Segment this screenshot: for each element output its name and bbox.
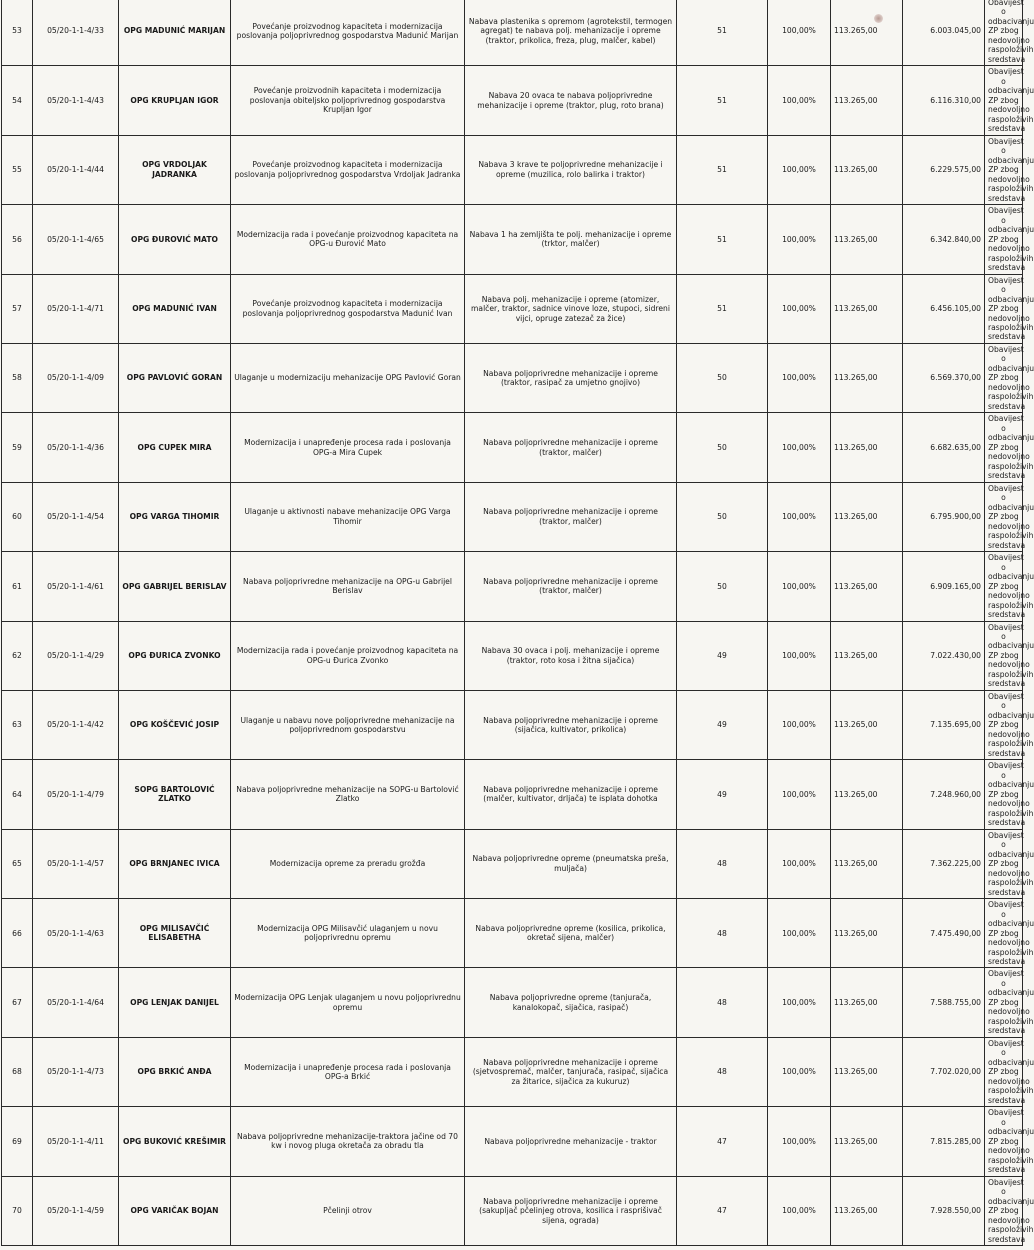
table-row xyxy=(2,690,1023,759)
requested-amount: 113.265,00 xyxy=(831,1176,903,1245)
table-row xyxy=(2,760,1023,829)
score: 48 xyxy=(677,1037,768,1106)
cumulative-amount: 7.248.960,00 xyxy=(903,760,985,829)
table-row xyxy=(2,205,1023,274)
row-number: 53 xyxy=(2,0,33,66)
investment-subject: Nabava poljoprivredne mehanizacije i opreme (traktor, rasipač za umjetno gnojivo) xyxy=(465,343,677,412)
row-number: 58 xyxy=(2,343,33,412)
investment-subject: Nabava poljoprivredne opreme (pneumatska preša, muljača) xyxy=(465,829,677,898)
row-number: 57 xyxy=(2,274,33,343)
project-name: Nabava poljoprivredne mehanizacije-traktora jačine od 70 kw i novog pluga okretača za obradu tla xyxy=(231,1107,465,1176)
application-code: 05/20-1-1-4/63 xyxy=(33,899,119,968)
requested-amount: 113.265,00 xyxy=(831,343,903,412)
table-row xyxy=(2,413,1023,482)
application-code: 05/20-1-1-4/73 xyxy=(33,1037,119,1106)
application-code: 05/20-1-1-4/44 xyxy=(33,135,119,204)
project-name: Ulaganje u nabavu nove poljoprivredne mehanizacije na poljoprivrednom gospodarstvu xyxy=(231,690,465,759)
requested-amount: 113.265,00 xyxy=(831,1037,903,1106)
score: 48 xyxy=(677,899,768,968)
scan-mark xyxy=(874,14,883,23)
score: 47 xyxy=(677,1107,768,1176)
requested-amount: 113.265,00 xyxy=(831,621,903,690)
table-row xyxy=(2,0,1023,66)
applicant-name: OPG PAVLOVIĆ GORAN xyxy=(119,343,231,412)
project-name: Modernizacija opreme za preradu grožđa xyxy=(231,829,465,898)
applicant-name: OPG ĐUROVIĆ MATO xyxy=(119,205,231,274)
investment-subject: Nabava 1 ha zemljišta te polj. mehanizacije i opreme (trktor, malčer) xyxy=(465,205,677,274)
score: 50 xyxy=(677,343,768,412)
project-name: Nabava poljoprivredne mehanizacije na OPG-u Gabrijel Berislav xyxy=(231,552,465,621)
table-row xyxy=(2,829,1023,898)
row-number: 66 xyxy=(2,899,33,968)
row-number: 61 xyxy=(2,552,33,621)
row-number: 67 xyxy=(2,968,33,1037)
investment-subject: Nabava poljoprivredne mehanizacije i opreme (traktor, malčer) xyxy=(465,413,677,482)
score: 50 xyxy=(677,413,768,482)
decision-note: Obavijest o odbacivanju ZP zbog nedovoljno raspoloživih sredstava xyxy=(985,0,1023,66)
table-row xyxy=(2,552,1023,621)
cumulative-amount: 6.229.575,00 xyxy=(903,135,985,204)
funding-percentage: 100,00% xyxy=(768,968,831,1037)
funding-percentage: 100,00% xyxy=(768,552,831,621)
applicant-name: OPG VARIČAK BOJAN xyxy=(119,1176,231,1245)
score: 51 xyxy=(677,135,768,204)
requested-amount: 113.265,00 xyxy=(831,829,903,898)
application-code: 05/20-1-1-4/57 xyxy=(33,829,119,898)
project-name: Pčelinji otrov xyxy=(231,1176,465,1245)
score: 48 xyxy=(677,968,768,1037)
applicant-name: OPG MADUNIĆ MARIJAN xyxy=(119,0,231,66)
applications-table xyxy=(1,0,1034,1246)
funding-percentage: 100,00% xyxy=(768,274,831,343)
investment-subject: Nabava poljoprivredne opreme (tanjurača, kanalokopač, sijačica, rasipač) xyxy=(465,968,677,1037)
application-code: 05/20-1-1-4/54 xyxy=(33,482,119,551)
table-body xyxy=(2,0,1034,1246)
application-code: 05/20-1-1-4/42 xyxy=(33,690,119,759)
applicant-name: OPG GABRIJEL BERISLAV xyxy=(119,552,231,621)
application-code: 05/20-1-1-4/71 xyxy=(33,274,119,343)
investment-subject: Nabava poljoprivredne mehanizacije i opreme (malčer, kultivator, drljača) te isplata dohotka xyxy=(465,760,677,829)
investment-subject: Nabava poljoprivredne mehanizacije i opreme (sjetvospremač, malčer, tanjurača, rasipač, sijačica za žitarice, sijačica za kukuruz) xyxy=(465,1037,677,1106)
investment-subject: Nabava poljoprivredne mehanizacije i opreme (traktor, malčer) xyxy=(465,482,677,551)
table-row xyxy=(2,274,1023,343)
investment-subject: Nabava poljoprivredne mehanizacije i opreme (traktor, malčer) xyxy=(465,552,677,621)
applicant-name: OPG LENJAK DANIJEL xyxy=(119,968,231,1037)
application-code: 05/20-1-1-4/36 xyxy=(33,413,119,482)
investment-subject: Nabava poljoprivredne opreme (kosilica, prikolica, okretač sijena, malčer) xyxy=(465,899,677,968)
decision-note: Obavijest o odbacivanju ZP zbog nedovoljno raspoloživih sredstava xyxy=(985,135,1023,204)
project-name: Povećanje proizvodnih kapaciteta i modernizacija poslovanja obiteljsko poljoprivrednog gospodarstva Krupljan Igor xyxy=(231,66,465,135)
row-number: 69 xyxy=(2,1107,33,1176)
decision-note: Obavijest o odbacivanju ZP zbog nedovoljno raspoloživih sredstava xyxy=(985,343,1023,412)
decision-note: Obavijest o odbacivanju ZP zbog nedovoljno raspoloživih sredstava xyxy=(985,899,1023,968)
row-number: 62 xyxy=(2,621,33,690)
score: 49 xyxy=(677,760,768,829)
project-name: Nabava poljoprivredne mehanizacije na SOPG-u Bartolović Zlatko xyxy=(231,760,465,829)
decision-note: Obavijest o odbacivanju ZP zbog nedovoljno raspoloživih sredstava xyxy=(985,274,1023,343)
cumulative-amount: 6.116.310,00 xyxy=(903,66,985,135)
requested-amount: 113.265,00 xyxy=(831,413,903,482)
row-number: 59 xyxy=(2,413,33,482)
cumulative-amount: 6.569.370,00 xyxy=(903,343,985,412)
row-number: 68 xyxy=(2,1037,33,1106)
table-row xyxy=(2,482,1023,551)
application-code: 05/20-1-1-4/29 xyxy=(33,621,119,690)
table-row xyxy=(2,343,1023,412)
decision-note: Obavijest o odbacivanju ZP zbog nedovoljno raspoloživih sredstava xyxy=(985,760,1023,829)
requested-amount: 113.265,00 xyxy=(831,135,903,204)
cumulative-amount: 7.702.020,00 xyxy=(903,1037,985,1106)
requested-amount: 113.265,00 xyxy=(831,552,903,621)
decision-note: Obavijest o odbacivanju ZP zbog nedovoljno raspoloživih sredstava xyxy=(985,968,1023,1037)
investment-subject: Nabava 20 ovaca te nabava poljoprivredne mehanizacije i opreme (traktor, plug, roto brana) xyxy=(465,66,677,135)
applicant-name: OPG BRKIĆ ANĐA xyxy=(119,1037,231,1106)
application-code: 05/20-1-1-4/64 xyxy=(33,968,119,1037)
project-name: Povećanje proizvodnog kapaciteta i modernizacija poslovanja poljoprivrednog gospodarstva Vrdoljak Jadranka xyxy=(231,135,465,204)
funding-percentage: 100,00% xyxy=(768,899,831,968)
requested-amount: 113.265,00 xyxy=(831,0,903,66)
decision-note: Obavijest o odbacivanju ZP zbog nedovoljno raspoloživih sredstava xyxy=(985,690,1023,759)
investment-subject: Nabava poljoprivredne mehanizacije i opreme (sakupljač pčelinjeg otrova, kosilica i rasprišivač sijena, ograda) xyxy=(465,1176,677,1245)
funding-percentage: 100,00% xyxy=(768,1176,831,1245)
funding-percentage: 100,00% xyxy=(768,66,831,135)
application-code: 05/20-1-1-4/11 xyxy=(33,1107,119,1176)
funding-percentage: 100,00% xyxy=(768,413,831,482)
application-code: 05/20-1-1-4/79 xyxy=(33,760,119,829)
funding-percentage: 100,00% xyxy=(768,1107,831,1176)
application-code: 05/20-1-1-4/43 xyxy=(33,66,119,135)
requested-amount: 113.265,00 xyxy=(831,482,903,551)
decision-note: Obavijest o odbacivanju ZP zbog nedovoljno raspoloživih sredstava xyxy=(985,66,1023,135)
requested-amount: 113.265,00 xyxy=(831,760,903,829)
project-name: Modernizacija rada i povećanje proizvodnog kapaciteta na OPG-u Đurović Mato xyxy=(231,205,465,274)
project-name: Povećanje proizvodnog kapaciteta i modernizacija poslovanja poljoprivrednog gospodarstva Madunić Marijan xyxy=(231,0,465,66)
cumulative-amount: 6.456.105,00 xyxy=(903,274,985,343)
cumulative-amount: 7.815.285,00 xyxy=(903,1107,985,1176)
applicant-name: OPG CUPEK MIRA xyxy=(119,413,231,482)
investment-subject: Nabava 30 ovaca i polj. mehanizacije i opreme (traktor, roto kosa i žitna sijačica) xyxy=(465,621,677,690)
cumulative-amount: 6.682.635,00 xyxy=(903,413,985,482)
cumulative-amount: 6.795.900,00 xyxy=(903,482,985,551)
applicant-name: OPG KOŠČEVIĆ JOSIP xyxy=(119,690,231,759)
decision-note: Obavijest o odbacivanju ZP zbog nedovoljno raspoloživih sredstava xyxy=(985,1176,1023,1245)
score: 51 xyxy=(677,274,768,343)
investment-subject: Nabava poljoprivredne mehanizacije - traktor xyxy=(465,1107,677,1176)
applicant-name: OPG ĐURICA ZVONKO xyxy=(119,621,231,690)
table-row xyxy=(2,1107,1023,1176)
applicant-name: OPG BUKOVIĆ KREŠIMIR xyxy=(119,1107,231,1176)
score: 51 xyxy=(677,66,768,135)
cumulative-amount: 6.909.165,00 xyxy=(903,552,985,621)
investment-subject: Nabava poljoprivredne mehanizacije i opreme (sijačica, kultivator, prikolica) xyxy=(465,690,677,759)
row-number: 56 xyxy=(2,205,33,274)
row-number: 64 xyxy=(2,760,33,829)
project-name: Povećanje proizvodnog kapaciteta i modernizacija poslovanja poljoprivrednog gospodarstva Madunić Ivan xyxy=(231,274,465,343)
table-row xyxy=(2,1176,1023,1245)
cumulative-amount: 7.362.225,00 xyxy=(903,829,985,898)
row-number: 54 xyxy=(2,66,33,135)
score: 48 xyxy=(677,829,768,898)
application-code: 05/20-1-1-4/09 xyxy=(33,343,119,412)
decision-note: Obavijest o odbacivanju ZP zbog nedovoljno raspoloživih sredstava xyxy=(985,829,1023,898)
applicant-name: SOPG BARTOLOVIĆ ZLATKO xyxy=(119,760,231,829)
decision-note: Obavijest o odbacivanju ZP zbog nedovoljno raspoloživih sredstava xyxy=(985,1107,1023,1176)
application-code: 05/20-1-1-4/61 xyxy=(33,552,119,621)
score: 50 xyxy=(677,482,768,551)
decision-note: Obavijest o odbacivanju ZP zbog nedovoljno raspoloživih sredstava xyxy=(985,1037,1023,1106)
decision-note: Obavijest o odbacivanju ZP zbog nedovoljno raspoloživih sredstava xyxy=(985,205,1023,274)
cumulative-amount: 7.588.755,00 xyxy=(903,968,985,1037)
requested-amount: 113.265,00 xyxy=(831,274,903,343)
requested-amount: 113.265,00 xyxy=(831,205,903,274)
row-number: 60 xyxy=(2,482,33,551)
decision-note: Obavijest o odbacivanju ZP zbog nedovoljno raspoloživih sredstava xyxy=(985,621,1023,690)
funding-percentage: 100,00% xyxy=(768,482,831,551)
applicant-name: OPG MADUNIĆ IVAN xyxy=(119,274,231,343)
cumulative-amount: 6.003.045,00 xyxy=(903,0,985,66)
row-number: 55 xyxy=(2,135,33,204)
decision-note: Obavijest o odbacivanju ZP zbog nedovoljno raspoloživih sredstava xyxy=(985,482,1023,551)
requested-amount: 113.265,00 xyxy=(831,66,903,135)
project-name: Modernizacija OPG Lenjak ulaganjem u novu poljoprivrednu opremu xyxy=(231,968,465,1037)
funding-percentage: 100,00% xyxy=(768,205,831,274)
table-row xyxy=(2,968,1023,1037)
score: 51 xyxy=(677,205,768,274)
project-name: Ulaganje u modernizaciju mehanizacije OPG Pavlović Goran xyxy=(231,343,465,412)
project-name: Modernizacija i unapređenje procesa rada i poslovanja OPG-a Mira Cupek xyxy=(231,413,465,482)
applicant-name: OPG MILISAVČIĆ ELISABETHA xyxy=(119,899,231,968)
project-name: Modernizacija rada i povećanje proizvodnog kapaciteta na OPG-u Đurica Zvonko xyxy=(231,621,465,690)
funding-percentage: 100,00% xyxy=(768,690,831,759)
score: 51 xyxy=(677,0,768,66)
row-number: 63 xyxy=(2,690,33,759)
decision-note: Obavijest o odbacivanju ZP zbog nedovoljno raspoloživih sredstava xyxy=(985,413,1023,482)
application-code: 05/20-1-1-4/65 xyxy=(33,205,119,274)
row-number: 70 xyxy=(2,1176,33,1245)
funding-percentage: 100,00% xyxy=(768,0,831,66)
investment-subject: Nabava polj. mehanizacije i opreme (atomizer, malčer, traktor, sadnice vinove loze, stupoci, sidreni vijci, opruge zatezač za žice) xyxy=(465,274,677,343)
table-row xyxy=(2,621,1023,690)
funding-percentage: 100,00% xyxy=(768,135,831,204)
decision-note: Obavijest o odbacivanju ZP zbog nedovoljno raspoloživih sredstava xyxy=(985,552,1023,621)
applicant-name: OPG BRNJANEC IVICA xyxy=(119,829,231,898)
application-code: 05/20-1-1-4/59 xyxy=(33,1176,119,1245)
requested-amount: 113.265,00 xyxy=(831,968,903,1037)
requested-amount: 113.265,00 xyxy=(831,1107,903,1176)
cumulative-amount: 7.022.430,00 xyxy=(903,621,985,690)
cumulative-amount: 7.928.550,00 xyxy=(903,1176,985,1245)
cumulative-amount: 7.475.490,00 xyxy=(903,899,985,968)
table-row xyxy=(2,899,1023,968)
applicant-name: OPG KRUPLJAN IGOR xyxy=(119,66,231,135)
table-row xyxy=(2,135,1023,204)
score: 50 xyxy=(677,552,768,621)
funding-percentage: 100,00% xyxy=(768,343,831,412)
score: 49 xyxy=(677,690,768,759)
applicant-name: OPG VARGA TIHOMIR xyxy=(119,482,231,551)
funding-percentage: 100,00% xyxy=(768,829,831,898)
project-name: Modernizacija i unapređenje procesa rada i poslovanja OPG-a Brkić xyxy=(231,1037,465,1106)
requested-amount: 113.265,00 xyxy=(831,690,903,759)
table-row xyxy=(2,1037,1023,1106)
row-number: 65 xyxy=(2,829,33,898)
funding-percentage: 100,00% xyxy=(768,621,831,690)
applicant-name: OPG VRDOLJAK JADRANKA xyxy=(119,135,231,204)
funding-percentage: 100,00% xyxy=(768,760,831,829)
requested-amount: 113.265,00 xyxy=(831,899,903,968)
score: 47 xyxy=(677,1176,768,1245)
project-name: Modernizacija OPG Milisavčić ulaganjem u novu poljoprivrednu opremu xyxy=(231,899,465,968)
cumulative-amount: 7.135.695,00 xyxy=(903,690,985,759)
investment-subject: Nabava 3 krave te poljoprivredne mehanizacije i opreme (muzilica, rolo balirka i traktor) xyxy=(465,135,677,204)
cumulative-amount: 6.342.840,00 xyxy=(903,205,985,274)
score: 49 xyxy=(677,621,768,690)
investment-subject: Nabava plastenika s opremom (agrotekstil, termogen agregat) te nabava polj. mehanizacije i opreme (traktor, prikolica, freza, plug, malčer, kabel) xyxy=(465,0,677,66)
project-name: Ulaganje u aktivnosti nabave mehanizacije OPG Varga Tihomir xyxy=(231,482,465,551)
application-code: 05/20-1-1-4/33 xyxy=(33,0,119,66)
funding-percentage: 100,00% xyxy=(768,1037,831,1106)
table-row xyxy=(2,66,1023,135)
